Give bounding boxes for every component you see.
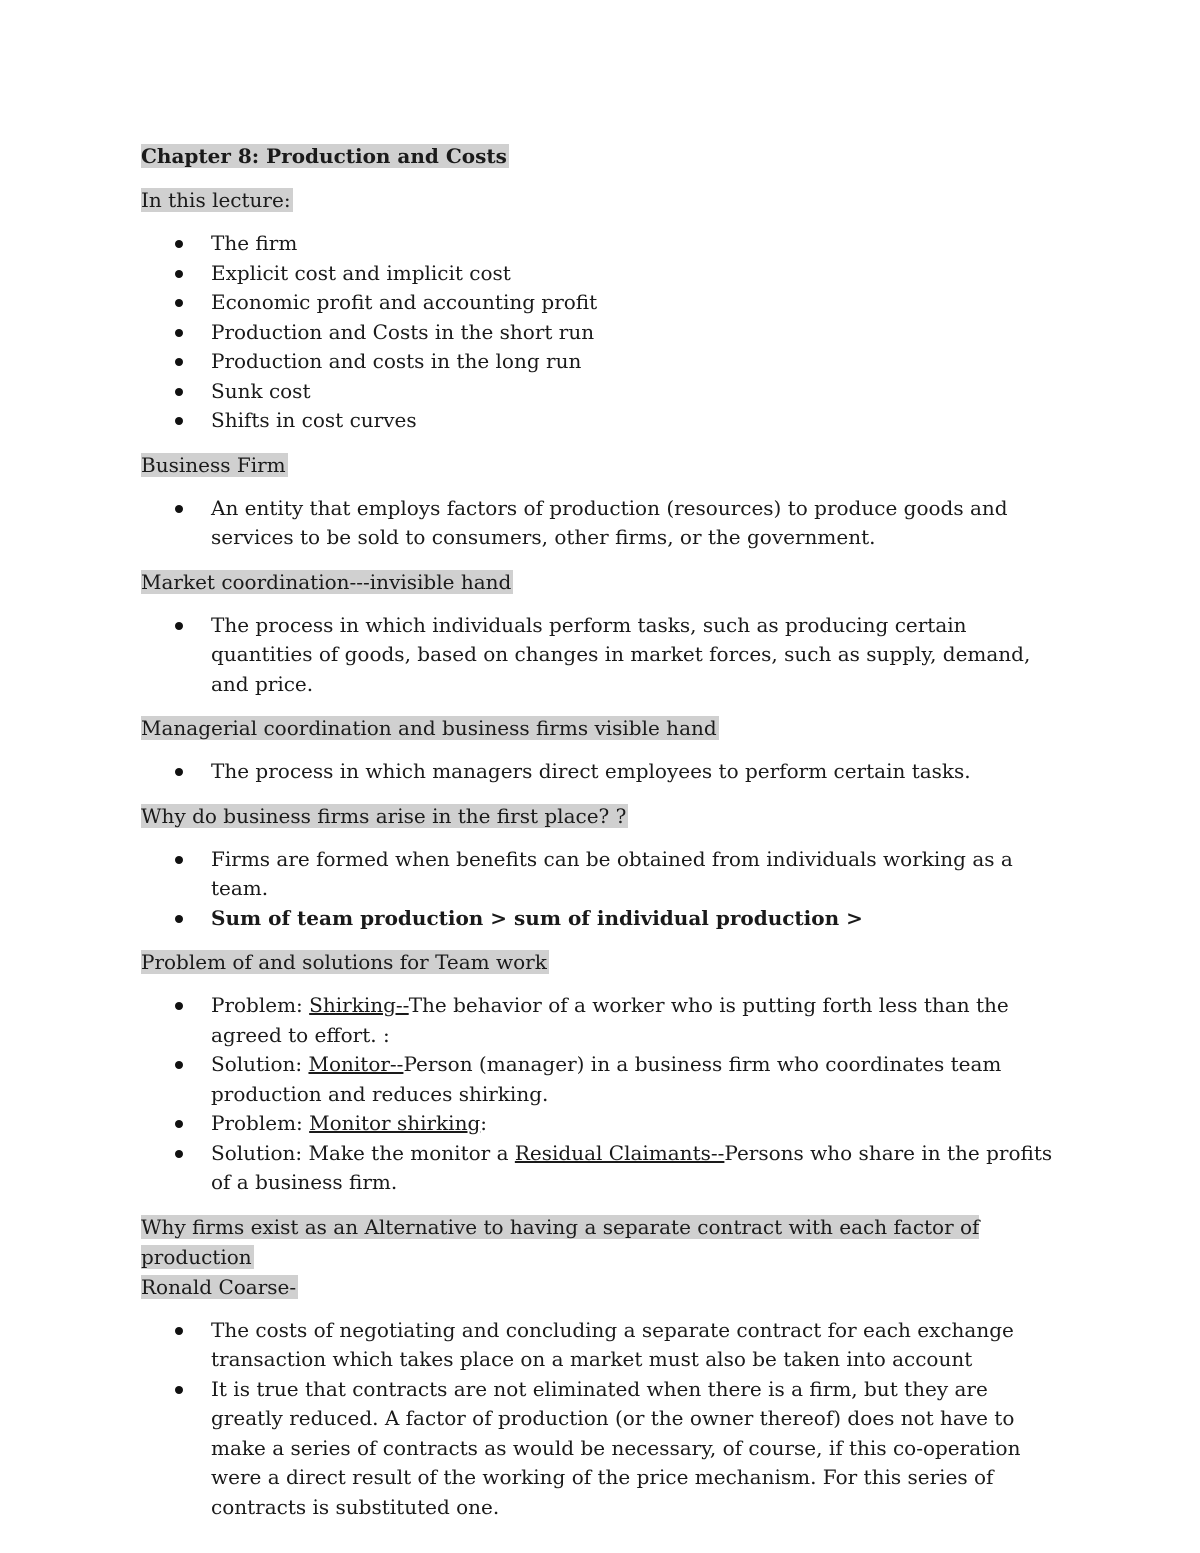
list-item: Sum of team production > sum of individual production > — [211, 904, 1060, 934]
team-work-list — [141, 991, 1060, 1198]
section-heading-team-work: Problem of and solutions for Team work — [141, 950, 547, 974]
term-monitor: Monitor-- — [308, 1052, 404, 1076]
document-title — [141, 141, 1060, 171]
why-firms-list — [141, 845, 1060, 934]
section-heading-business-firm: Business Firm — [141, 452, 286, 477]
business-firm-list — [141, 494, 1060, 553]
list-item: The firm — [211, 229, 1060, 259]
list-item: The process in which individuals perform tasks, such as producing certain quantities of goods, based on changes in market forces, such as supply, demand, and price. — [211, 611, 1060, 700]
managerial-coordination-list — [141, 757, 1060, 787]
lecture-list — [141, 229, 1060, 436]
list-item: Explicit cost and implicit cost — [211, 259, 1060, 289]
list-item: Production and Costs in the short run — [211, 318, 1060, 348]
list-item: Problem: Monitor shirking: — [211, 1109, 1060, 1139]
list-item: Economic profit and accounting profit — [211, 288, 1060, 318]
section-heading-why-firms: Why do business firms arise in the first place? ? — [141, 803, 627, 828]
list-item: Sunk cost — [211, 377, 1060, 407]
list-item: The costs of negotiating and concluding a separate contract for each exchange transaction which takes place on a market must also be taken into account — [211, 1316, 1060, 1375]
list-item: Production and costs in the long run — [211, 347, 1060, 377]
market-coordination-list — [141, 611, 1060, 700]
list-item: It is true that contracts are not eliminated when there is a firm, but they are greatly reduced. A factor of production (or the owner thereof) does not have to make a series of contracts as would be necessary, of course, if this co-operation were a direct result of the working of the price mechanism. For this series of contracts is substituted one. — [211, 1375, 1060, 1523]
list-item: An entity that employs factors of production (resources) to produce goods and services to be sold to consumers, other firms, or the government. — [211, 494, 1060, 553]
list-item: Solution: Make the monitor a Residual Claimants--Persons who share in the profits of a business firm. — [211, 1139, 1060, 1198]
coase-list — [141, 1316, 1060, 1523]
section-heading-market-coordination: Market coordination---invisible hand — [141, 569, 512, 594]
title-text: Chapter 8: Production and Costs — [141, 144, 507, 168]
list-item: Solution: Monitor--Person (manager) in a business firm who coordinates team production and reduces shirking. — [211, 1050, 1060, 1109]
term-shirking: Shirking-- — [309, 993, 409, 1017]
lecture-heading: In this lecture: — [141, 188, 291, 212]
term-residual-claimants: Residual Claimants-- — [514, 1140, 725, 1165]
section-heading-coase: Why firms exist as an Alternative to having a separate contract with each factor of production Ronald Coarse- — [141, 1214, 980, 1299]
section-heading-managerial-coordination: Managerial coordination and business firms visible hand — [141, 716, 717, 740]
list-item: The process in which managers direct employees to perform certain tasks. — [211, 757, 1060, 787]
list-item: Shifts in cost curves — [211, 406, 1060, 436]
term-monitor-shirking: Monitor shirking — [309, 1111, 481, 1135]
list-item: Firms are formed when benefits can be obtained from individuals working as a team. — [211, 845, 1060, 904]
list-item: Problem: Shirking--The behavior of a worker who is putting forth less than the agreed to effort. : — [211, 991, 1060, 1050]
